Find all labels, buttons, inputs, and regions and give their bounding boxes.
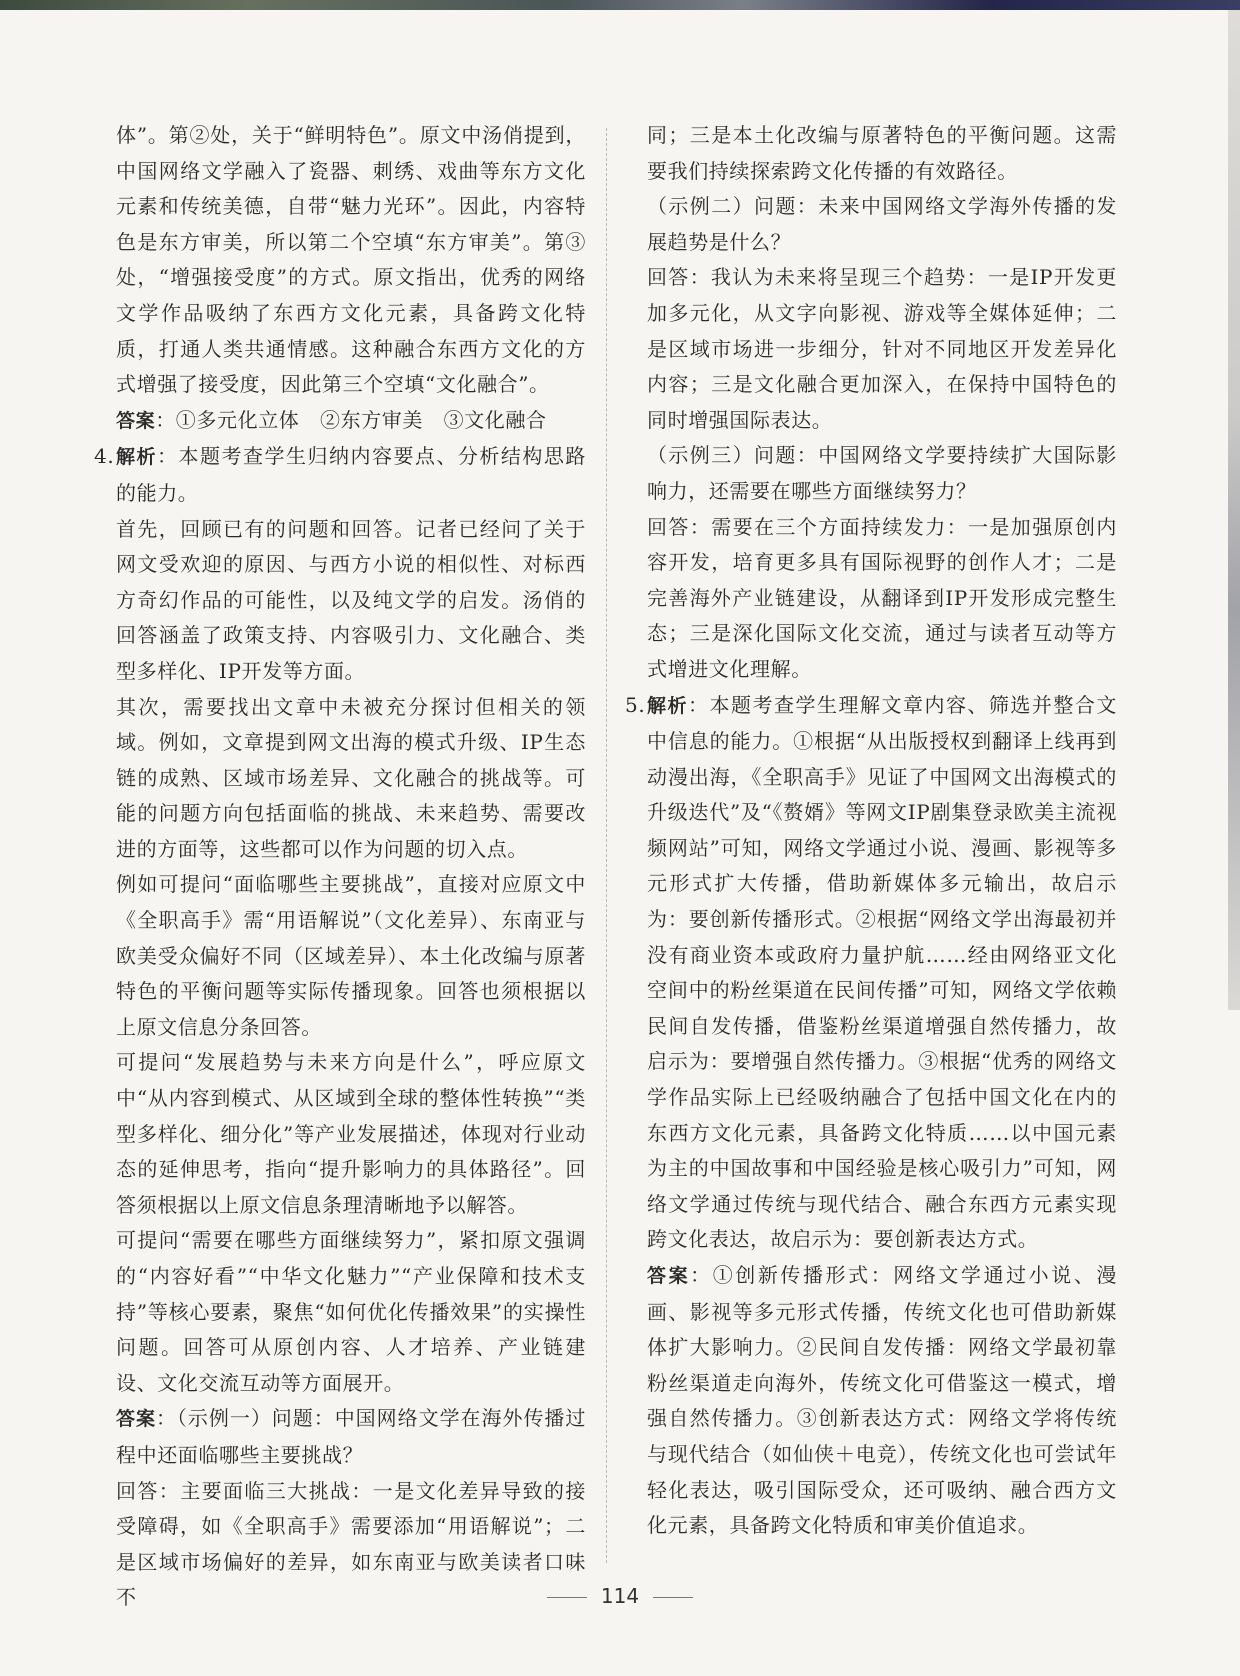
paragraph: 可提问“需要在哪些方面继续努力”，紧扣原文强调的“内容好看”“中华文化魅力”“产业保障和技术支持”等核心要素，聚焦“如何优化传播效果”的实操性问题。回答可从原创内容、人才培养、产业链建设、文化交流互动等方面展开。 [116,1228,586,1395]
paragraph: 可提问“发展趋势与未来方向是什么”，呼应原文中“从内容到模式、从区域到全球的整体性转换”“类型多样化、细分化”等产业发展描述，体现对行业动态的延伸思考，指向“提升影响力的具体路径”。回答须根据以上原文信息条理清晰地予以解答。 [116,1050,586,1217]
paragraph: 同；三是本土化改编与原著特色的平衡问题。这需要我们持续探索跨文化传播的有效路径。 [647,123,1117,183]
question-number: 4. [94,444,115,469]
right-column [625,118,1118,1544]
left-column [94,118,587,1616]
analysis-label: 解析 [647,694,688,717]
answer-3 [116,403,586,440]
paragraph: 体”。第②处，关于“鲜明特色”。原文中汤俏提到，中国网络文学融入了瓷器、刺绣、戏曲等东方文化元素和传统美德，自带“魅力光环”。因此，内容特色是东方审美，所以第二个空填“东方审美”。第③处，“增强接受度”的方式。原文指出，优秀的网络文学作品吸纳了东西方文化元素，具备跨文化特质，打通人类共通情感。这种融合东西方文化的方式增强了接受度，因此第三个空填“文化融合”。 [116,123,586,397]
answer-text: ：（示例一）问题：中国网络文学在海外传播过程中还面临哪些主要挑战？ [116,1406,586,1467]
paragraph: 首先，回顾已有的问题和回答。记者已经问了关于网文受欢迎的原因、与西方小说的相似性、对标西方奇幻作品的可能性，以及纯文学的启发。汤俏的回答涵盖了政策支持、内容吸引力、文化融合、类型多样化、IP开发等方面。 [116,516,586,683]
paragraph: 例如可提问“面临哪些主要挑战”，直接对应原文中《全职高手》需“用语解说”（文化差异）、东南亚与欧美受众偏好不同（区域差异）、本土化改编与原著特色的平衡问题等实际传播现象。回答也须根据以上原文信息分条回答。 [116,872,586,1039]
question-number: 5. [625,692,646,717]
answer-label: 答案 [647,1265,691,1287]
analysis-text: ：本题考查学生理解文章内容、筛选并整合文中信息的能力。①根据“从出版授权到翻译上线再到动漫出海，《全职高手》见证了中国网文出海模式的升级迭代”及“《赘婿》等网文IP剧集登录欧美主流视频网站”可知，网络文学通过小说、漫画、影视等多元形式扩大传播，借助新媒体多元输出，故启示为：要创新传播形式。②根据“网络文学出海最初并没有商业资本或政府力量护航……经由网络亚文化空间中的粉丝渠道在民间传播”可知，网络文学依赖民间自发传播，借鉴粉丝渠道增强自然传播力，故启示为：要增强自然传播力。③根据“优秀的网络文学作品实际上已经吸纳融合了包括中国文化在内的东西方文化元素，具备跨文化特质……以中国元素为主的中国故事和中国经验是核心吸引力”可知，网络文学通过传统与现代结合、融合东西方元素实现跨文化表达，故启示为：要创新表达方式。 [647,692,1118,1252]
answer-text: ：①多元化立体 ②东方审美 ③文化融合 [155,407,547,432]
page-number-text: 114 [600,1584,640,1608]
question-4-analysis [94,439,587,511]
paragraph: 回答：我认为未来将呈现三个趋势：一是IP开发更加多元化，从文字向影视、游戏等全媒体延伸；二是区域市场进一步细分，针对不同地区开发差异化内容；三是文化融合更加深入，在保持中国特色的同时增强国际表达。 [647,265,1117,432]
answer-label: 答案 [116,1408,156,1431]
answer-4 [116,1401,586,1473]
answer-text: ：①创新传播形式：网络文学通过小说、漫画、影视等多元形式传播，传统文化也可借助新媒体扩大影响力。②民间自发传播：网络文学最初靠粉丝渠道走向海外，传统文化可借鉴这一模式，增强自然传播力。③创新表达方式：网络文学将传统与现代结合（如仙侠＋电竞），传统文化也可尝试年轻化表达，吸引国际受众，还可吸纳、融合西方文化元素，具备跨文化特质和审美价值追求。 [647,1263,1117,1538]
paragraph: （示例三）问题：中国网络文学要持续扩大国际影响力，还需要在哪些方面继续努力？ [647,443,1117,503]
analysis-text: ：本题考查学生归纳内容要点、分析结构思路的能力。 [116,444,587,505]
scan-edge-right [1228,10,1240,1010]
paragraph: 其次，需要找出文章中未被充分探讨但相关的领域。例如，文章提到网文出海的模式升级、IP生态链的成熟、区域市场差异、文化融合的挑战等。可能的问题方向包括面临的挑战、未来趋势、需要改进的方面等，这些都可以作为问题的切入点。 [116,694,586,861]
analysis-label: 解析 [116,446,157,469]
scan-edge-top [0,0,1240,10]
paragraph: 回答：主要面临三大挑战：一是文化差异导致的接受障碍，如《全职高手》需要添加“用语解说”；二是区域市场偏好的差异，如东南亚与欧美读者口味不 [116,1478,586,1610]
dash-right [653,1597,693,1598]
column-divider [606,128,607,1563]
dash-left [547,1597,587,1598]
paragraph: 回答：需要在三个方面持续发力：一是加强原创内容开发，培育更多具有国际视野的创作人才；二是完善海外产业链建设，从翻译到IP开发形成完整生态；三是深化国际文化交流，通过与读者互动等方式增进文化理解。 [647,514,1117,681]
paragraph: （示例二）问题：未来中国网络文学海外传播的发展趋势是什么？ [647,194,1117,254]
answer-5 [647,1258,1117,1544]
question-5-analysis [625,688,1118,1259]
answer-label: 答案 [116,409,156,432]
page-number [0,1584,1240,1608]
